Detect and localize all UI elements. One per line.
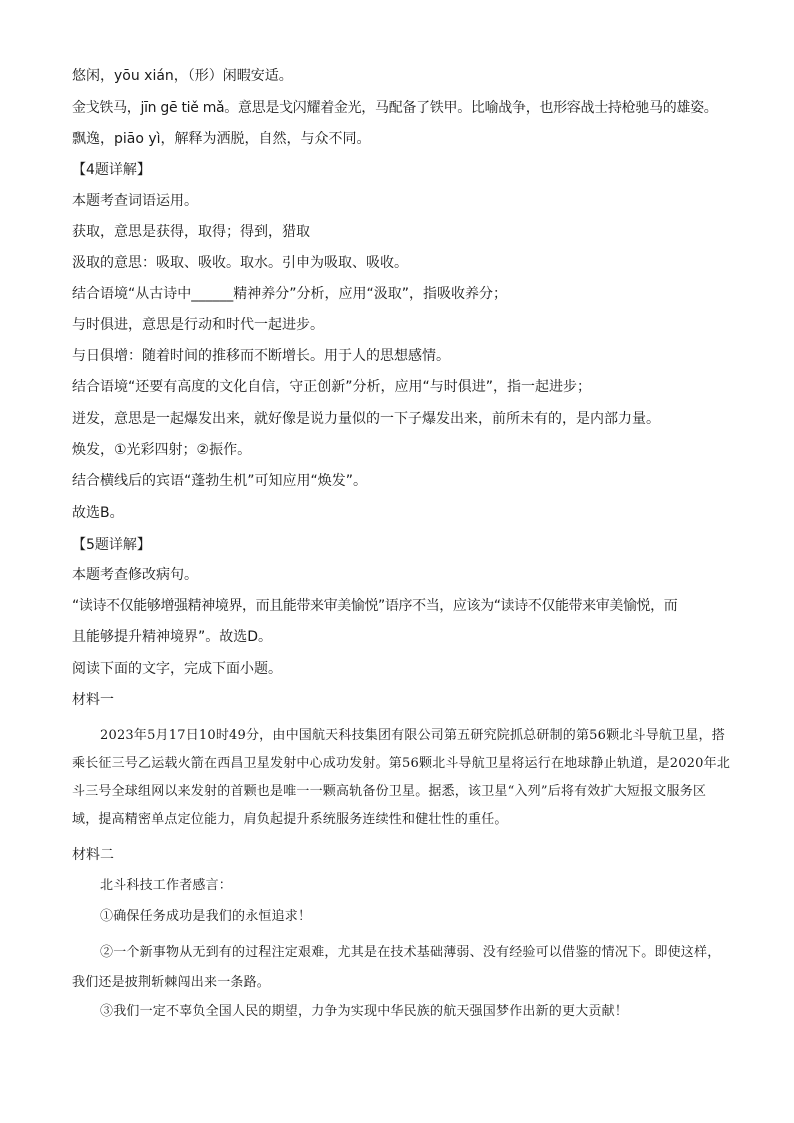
text-line: 飘逸，piāo yì，解释为洒脱，自然，与众不同。 bbox=[72, 131, 371, 147]
text-line: 悠闲，yōu xián，（形）闲暇安适。 bbox=[72, 68, 293, 84]
section-heading: 【4题详解】 bbox=[72, 162, 151, 178]
material-two-intro: 北斗科技工作者感言： bbox=[100, 878, 233, 893]
text-line: 与时俱进，意思是行动和时代一起进步。 bbox=[72, 317, 324, 333]
text-line: 焕发，①光彩四射；②振作。 bbox=[72, 442, 252, 458]
section-heading: 【5题详解】 bbox=[72, 537, 151, 553]
quote-item: ②一个新事物从无到有的过程注定艰难，尤其是在技术基础薄弱、没有经验可以借鉴的情况下。即使这样，我们还是披荆斩棘闯出来一条路。 bbox=[72, 945, 721, 990]
text-line: 本题考查修改病句。 bbox=[72, 567, 198, 583]
text-line: 获取，意思是获得，取得；得到，猎取 bbox=[72, 224, 310, 240]
text-line: 阅读下面的文字，完成下面小题。 bbox=[72, 661, 282, 677]
text-line: 结合横线后的宾语“蓬勃生机”可知应用“焕发”。 bbox=[72, 473, 368, 489]
material-label: 材料一 bbox=[72, 692, 114, 708]
text-line: “读诗不仅能够增强精神境界，而且能带来审美愉悦”语序不当，应该为“读诗不仅能带来审美愉悦，而 bbox=[72, 598, 678, 614]
quote-item: ③我们一定不辜负全国人民的期望，力争为实现中华民族的航天强国梦作出新的更大贡献！ bbox=[100, 1004, 629, 1019]
text-line: 结合语境“还要有高度的文化自信，守正创新”分析，应用“与时俱进”，指一起进步； bbox=[72, 379, 592, 395]
text-line: 金戈铁马，jīn gē tiě mǎ。意思是戈闪耀着金光，马配备了铁甲。比喻战争，也形容战士持枪驰马的雄姿。 bbox=[72, 100, 718, 116]
text-line: 本题考查词语运用。 bbox=[72, 193, 198, 209]
text-line: 且能够提升精神境界”。故选D。 bbox=[72, 629, 273, 645]
material-one-paragraph: 2023年5月17日10时49分，由中国航天科技集团有限公司第五研究院抓总研制的第56颗北斗导航卫星，搭乘长征三号乙运载火箭在西昌卫星发射中心成功发射。第56颗北斗导航卫星将运行在地球静止轨道，是2020年北斗三号全球组网以来发射的首颗也是唯一一颗高轨备份卫星。据悉，该卫星“入列”后将有效扩大短报文服务区域，提高精密单点定位能力，肩负起提升系统服务连续性和健壮性的重任。 bbox=[72, 728, 731, 827]
text-line: 结合语境“从古诗中______精神养分”分析，应用“汲取”，指吸收养分； bbox=[72, 286, 508, 302]
text-line: 迸发，意思是一起爆发出来，就好像是说力量似的一下子爆发出来，前所未有的，是内部力量。 bbox=[72, 411, 660, 427]
text-line: 与日俱增：随着时间的推移而不断增长。用于人的思想感情。 bbox=[72, 348, 450, 364]
quote-item: ①确保任务成功是我们的永恒追求！ bbox=[100, 909, 312, 924]
text-line: 汲取的意思：吸取、吸收。取水。引申为吸取、吸收。 bbox=[72, 255, 408, 271]
material-label: 材料二 bbox=[72, 847, 114, 863]
text-line: 故选B。 bbox=[72, 505, 124, 521]
